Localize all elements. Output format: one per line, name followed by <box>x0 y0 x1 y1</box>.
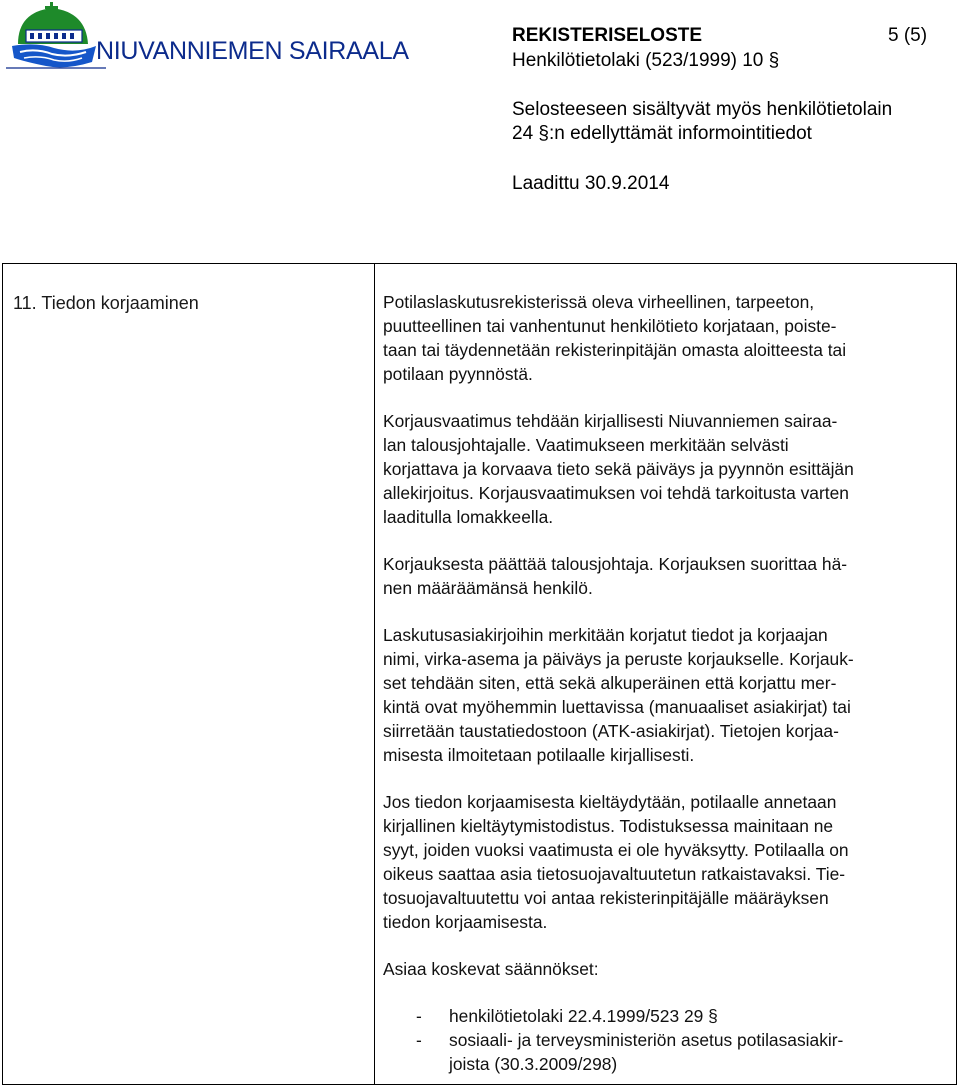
law-reference: Henkilötietolaki (523/1999) 10 § <box>512 50 780 71</box>
rule-text: henkilötietolaki 22.4.1999/523 29 § <box>449 1006 718 1026</box>
paragraph-line: nimi, virka-asema ja päiväys ja peruste korjaukselle. Korjauk- <box>383 649 854 669</box>
paragraph-line: Korjauksesta päättää talousjohtaja. Korjauksen suorittaa hä- <box>383 554 848 574</box>
paragraph-line: Korjausvaatimus tehdään kirjallisesti Niuvanniemen sairaa- <box>383 411 838 431</box>
paragraph-line: taan tai täydennetään rekisterinpitäjän omasta aloitteesta tai <box>383 340 847 360</box>
header-note-line1: Selosteeseen sisältyvät myös henkilötietolain <box>512 99 893 120</box>
paragraph-line: syyt, joiden vuoksi vaatimusta ei ole hyväksytty. Potilaalla on <box>383 840 849 860</box>
paragraph-line: nen määräämänsä henkilö. <box>383 578 593 598</box>
rule-dash: - <box>416 1006 422 1026</box>
rules-title: Asiaa koskevat säännökset: <box>383 959 599 979</box>
paragraph-line: allekirjoitus. Korjausvaatimuksen voi tehdä tarkoitusta varten <box>383 483 849 503</box>
page-number: 5 (5) <box>888 25 928 46</box>
paragraph-line: Laskutusasiakirjoihin merkitään korjatut tiedot ja korjaajan <box>383 625 828 645</box>
section-heading: 11. Tiedon korjaaminen <box>13 293 199 313</box>
paragraph <box>383 623 953 767</box>
column-divider <box>374 264 375 1084</box>
logo-text: NIUVANNIEMEN SAIRAALA <box>96 37 409 65</box>
paragraph <box>383 409 953 529</box>
paragraph <box>383 290 953 386</box>
paragraph-line: tiedon korjaamisesta. <box>383 912 548 932</box>
rule-item <box>383 1028 953 1052</box>
rule-text: sosiaali- ja terveysministeriön asetus potilasasiakir- <box>449 1030 844 1050</box>
paragraph-line: Jos tiedon korjaamisesta kieltäydytään, potilaalle annetaan <box>383 792 837 812</box>
section-content <box>383 290 953 1076</box>
paragraph-line: korjattava ja korvaava tieto sekä päiväys ja pyynnön esittäjän <box>383 459 854 479</box>
rules-list <box>383 1004 953 1076</box>
paragraph-line: oikeus saattaa asia tietosuojavaltuutetun ratkaistavaksi. Tie- <box>383 864 846 884</box>
paragraph-line: siirretään taustatiedostoon (ATK-asiakirjat). Tietojen korjaa- <box>383 721 839 741</box>
paragraph-line: potilaan pyynnöstä. <box>383 364 533 384</box>
paragraph <box>383 552 953 600</box>
paragraph-line: laaditulla lomakkeella. <box>383 507 554 527</box>
paragraph-line: lan talousjohtajalle. Vaatimukseen merkitään selvästi <box>383 435 789 455</box>
header-note-line2: 24 §:n edellyttämät informointitiedot <box>512 123 812 144</box>
paragraph-line: tosuojavaltuutettu voi antaa rekisterinpitäjälle määräyksen <box>383 888 829 908</box>
paragraph-line: kirjallinen kieltäytymistodistus. Todistuksessa mainitaan ne <box>383 816 834 836</box>
paragraph-line: Potilaslaskutusrekisterissä oleva virheellinen, tarpeeton, <box>383 292 815 312</box>
logo-emblem-icon <box>6 0 106 80</box>
hospital-logo <box>6 0 409 80</box>
rule-dash: - <box>416 1030 422 1050</box>
document-title: REKISTERISELOSTE <box>512 25 703 46</box>
paragraph-line: misesta ilmoitetaan potilaalle kirjallisesti. <box>383 745 695 765</box>
paragraph-line: set tehdään siten, että sekä alkuperäinen että korjattu mer- <box>383 673 837 693</box>
paragraph-line: kintä ovat myöhemmin luettavissa (manuaaliset asiakirjat) tai <box>383 697 851 717</box>
rule-continuation: joista (30.3.2009/298) <box>449 1054 618 1074</box>
paragraph <box>383 790 953 934</box>
paragraph-line: puutteellinen tai vanhentunut henkilötieto korjataan, poiste- <box>383 316 837 336</box>
date-label: Laadittu 30.9.2014 <box>512 173 670 194</box>
rule-item <box>383 1004 953 1028</box>
